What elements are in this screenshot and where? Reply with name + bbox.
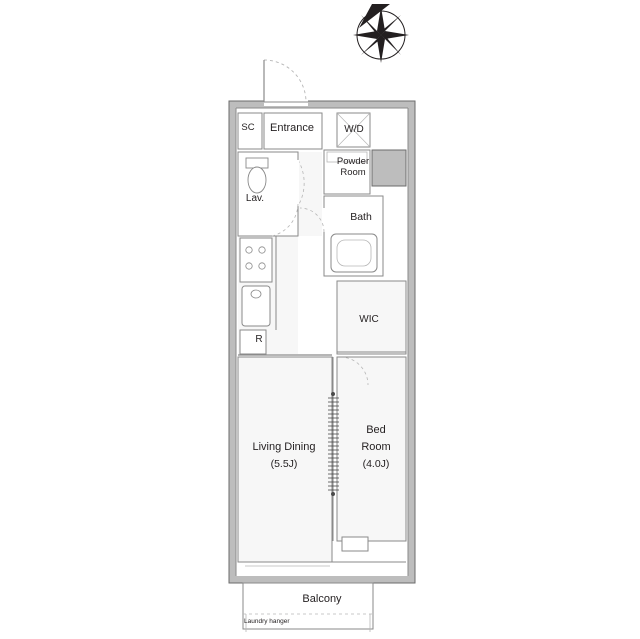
room-label-lav: Lav. (245, 193, 265, 204)
room-label-bed-room-size: (4.0J) (362, 458, 390, 470)
room-label-bath: Bath (350, 211, 372, 223)
room-label-entrance: Entrance (269, 122, 315, 134)
powder-room-area (324, 150, 370, 194)
balcony-area (243, 583, 373, 632)
room-label-powder-room: Powder Room (336, 156, 370, 178)
room-label-laundry-hanger: Laundry hanger (244, 618, 290, 625)
room-label-sc: SC (241, 122, 255, 133)
room-label-bed-room-line2: Room (361, 441, 391, 453)
north-arrow-icon (353, 4, 409, 63)
room-label-living-dining: Living Dining (252, 441, 316, 453)
room-label-bed-room: Bed (366, 424, 386, 436)
room-label-balcony: Balcony (302, 593, 342, 605)
room-label-refrigerator: R (255, 334, 263, 345)
lavatory-area (238, 152, 304, 236)
room-label-living-dining-size: (5.5J) (270, 458, 298, 470)
room-label-wd: W/D (344, 124, 364, 135)
room-label-wic: WIC (359, 314, 379, 325)
